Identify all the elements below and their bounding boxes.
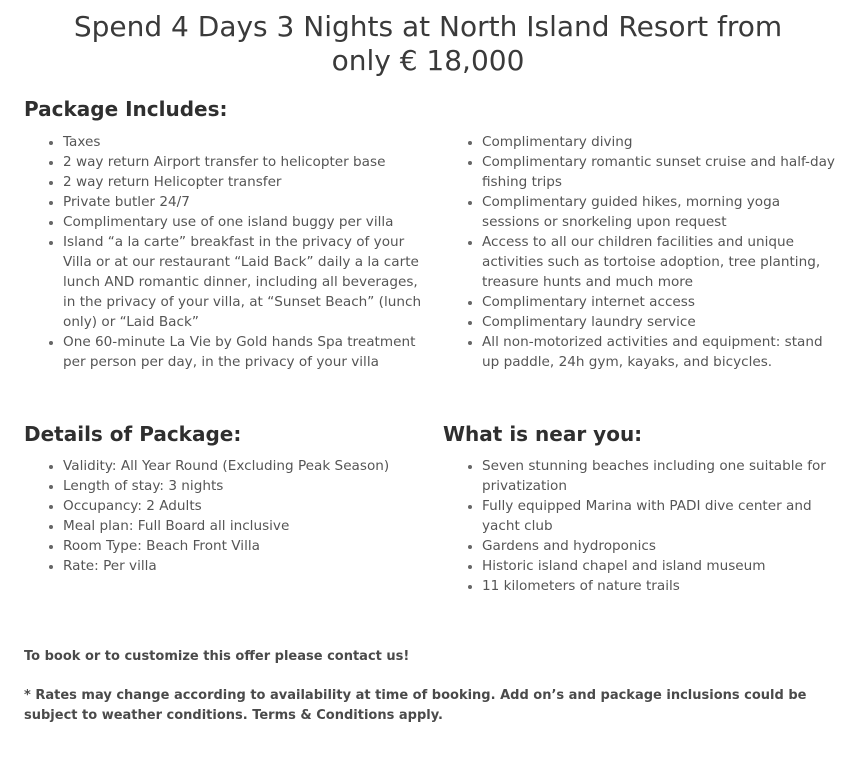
package-includes-right-list [443,132,837,372]
list-item: • Island “a la carte” breakfast in the privacy of your Villa or at our restaurant “Laid Back” daily a la carte lunch AND romantic dinner, including all beverages, in the privacy of your villa, at “Sunset Beach” (lunch only) or “Laid Back” [63,232,424,332]
list-item: • 2 way return Helicopter transfer [63,172,424,192]
list-item: • Complimentary diving [482,132,837,152]
list-item: • Occupancy: 2 Adults [63,496,443,516]
package-includes-heading: Package Includes: [24,97,228,121]
page-title: Spend 4 Days 3 Nights at North Island Resort from only € 18,000 [73,10,783,77]
details-list [24,456,443,576]
list-item: • Complimentary use of one island buggy per villa [63,212,424,232]
list-item: • Complimentary internet access [482,292,837,312]
list-item: • Access to all our children facilities and unique activities such as tortoise adoption, tree planting, treasure hunts and much more [482,232,837,292]
nearby-heading: What is near you: [443,422,643,446]
list-item: • Rate: Per villa [63,556,443,576]
list-item: • Taxes [63,132,424,152]
list-item: • 2 way return Airport transfer to helicopter base [63,152,424,172]
list-item: • Complimentary laundry service [482,312,837,332]
list-item: • Meal plan: Full Board all inclusive [63,516,443,536]
list-item: • Validity: All Year Round (Excluding Peak Season) [63,456,443,476]
disclaimer-note: * Rates may change according to availability at time of booking. Add on’s and package inclusions could be subject to weather conditions. Terms & Conditions apply. [24,688,807,723]
list-item: • 11 kilometers of nature trails [482,576,842,596]
list-item: • Gardens and hydroponics [482,536,842,556]
list-item: • Historic island chapel and island museum [482,556,842,576]
list-item: • Complimentary romantic sunset cruise and half-day fishing trips [482,152,837,192]
package-includes-left-list [24,132,424,372]
list-item: • Fully equipped Marina with PADI dive center and yacht club [482,496,842,536]
list-item: • All non-motorized activities and equipment: stand up paddle, 24h gym, kayaks, and bicycles. [482,332,837,372]
list-item: • Private butler 24/7 [63,192,424,212]
list-item: • Seven stunning beaches including one suitable for privatization [482,456,842,496]
list-item: • One 60-minute La Vie by Gold hands Spa treatment per person per day, in the privacy of your villa [63,332,424,372]
list-item: • Complimentary guided hikes, morning yoga sessions or snorkeling upon request [482,192,837,232]
list-item: • Room Type: Beach Front Villa [63,536,443,556]
details-heading: Details of Package: [24,422,242,446]
nearby-list [443,456,842,596]
list-item: • Length of stay: 3 nights [63,476,443,496]
contact-note: To book or to customize this offer please contact us! [24,649,410,664]
